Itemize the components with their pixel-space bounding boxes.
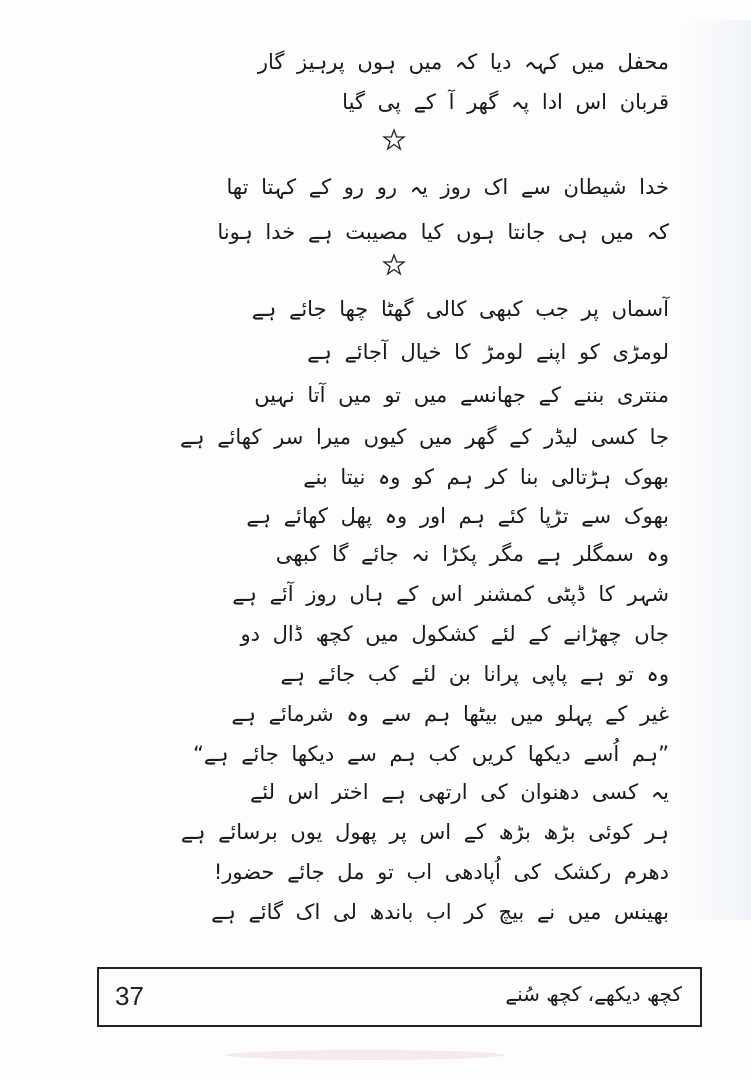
print-smudge (225, 1050, 505, 1060)
star-separator-icon (382, 128, 406, 152)
verse-line: شہر کا ڈپٹی کمشنر اس کے ہاں روز آئے ہے (232, 582, 669, 606)
page-footer (97, 967, 702, 1027)
verse-line: جا کسی لیڈر کے گھر میں کیوں میرا سر کھائے ہے (179, 425, 669, 449)
verse-line: غیر کے پہلو میں بیٹھا ہم سے وہ شرمائے ہے (231, 702, 669, 726)
verse-line: قربان اس ادا پہ گھر آ کے پی گیا (342, 90, 669, 114)
verse-line: ہر کوئی بڑھ بڑھ کے اس پر پھول یوں برسائے ہے (180, 820, 669, 844)
verse-line: یہ کسی دھنوان کی ارتھی ہے اختر اس لئے (249, 780, 669, 804)
verse-line: وہ تو ہے پاپی پرانا بن لئے کب جائے ہے (280, 662, 669, 686)
paper-show-through (681, 20, 751, 920)
verse-line: آسماں پر جب کبھی کالی گھٹا چھا جائے ہے (251, 297, 669, 321)
verse-line: وہ سمگلر ہے مگر پکڑا نہ جائے گا کبھی (275, 542, 669, 566)
verse-line: بھینس میں نے بیچ کر اب باندھ لی اک گائے ہے (211, 900, 669, 924)
verse-line: بھوک ہڑتالی بنا کر ہم کو وہ نیتا بنے (303, 465, 669, 489)
verse-line: دھرم رکشک کی اُپادھی اب تو مل جائے حضور! (213, 860, 669, 884)
verse-line: بھوک سے تڑپا کئے ہم اور وہ پھل کھائے ہے (246, 504, 669, 528)
page-number: 37 (115, 981, 144, 1011)
book-title: کچھ دیکھے، کچھ سُنے (505, 982, 682, 1006)
star-separator-icon (382, 253, 406, 277)
verse-line: جاں چھڑانے کے لئے کشکول میں کچھ ڈال دو (240, 622, 669, 646)
verse-line: منتری بننے کے جھانسے میں تو میں آتا نہیں (254, 383, 669, 407)
verse-line: خدا شیطان سے اک روز یہ رو رو کے کہتا تھا (226, 175, 669, 199)
verse-line: لومڑی کو اپنے لومڑ کا خیال آجائے ہے (307, 340, 669, 364)
verse-line: کہ میں ہی جانتا ہوں کیا مصیبت ہے خدا ہونا (217, 220, 669, 244)
verse-line: محفل میں کہہ دیا کہ میں ہوں پرہیز گار (257, 50, 669, 74)
verse-line: ”ہم اُسے دیکھا کریں کب ہم سے دیکھا جائے ہے“ (193, 742, 669, 766)
